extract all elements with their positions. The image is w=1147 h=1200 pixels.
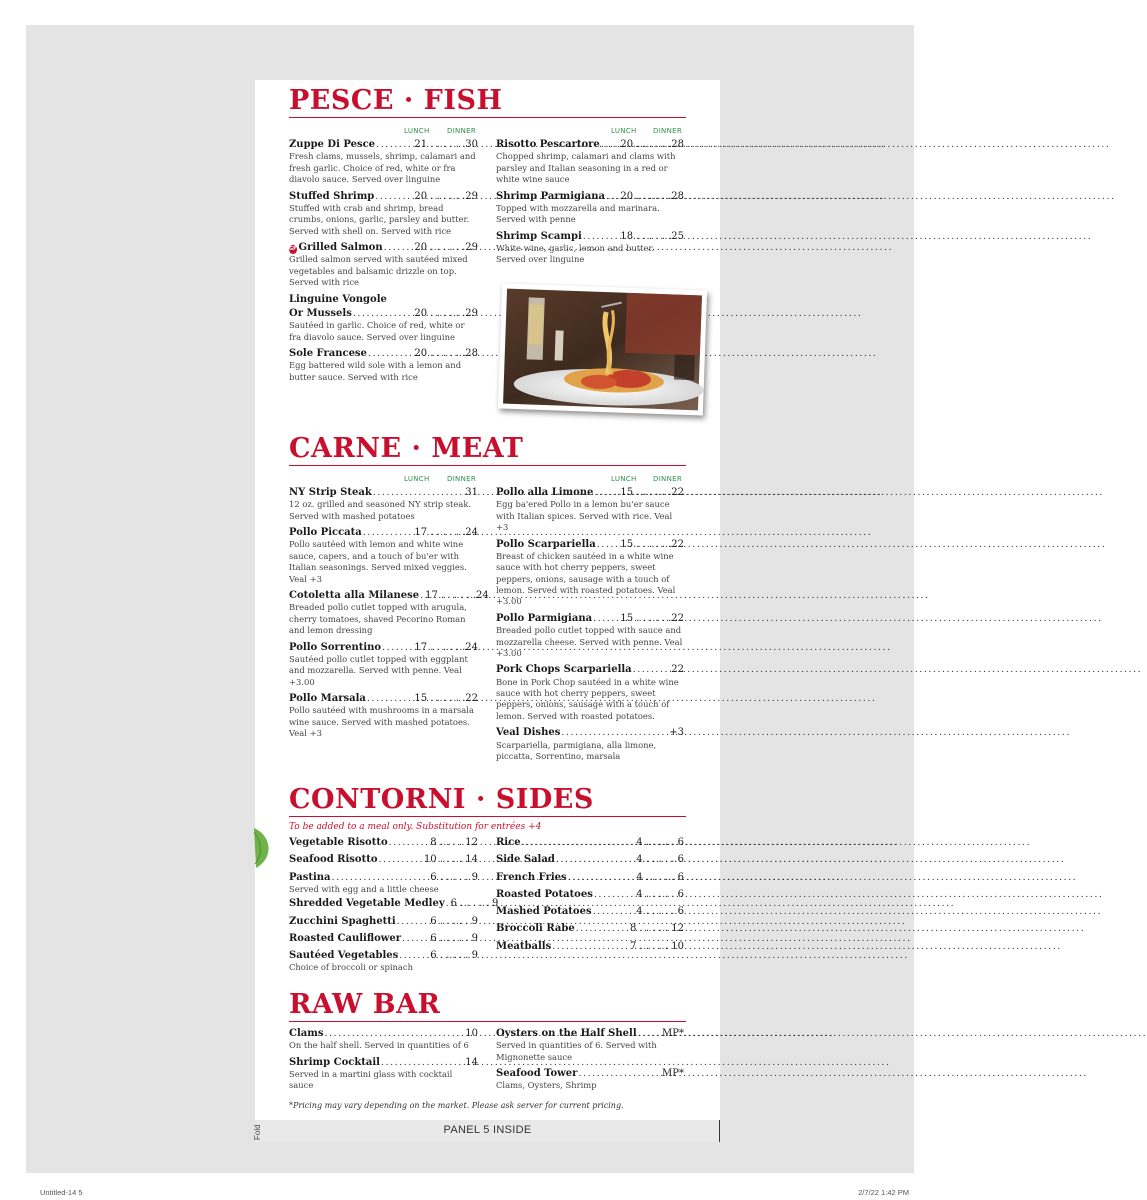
leader-dots bbox=[593, 906, 636, 918]
menu-item-price: 17 . . . . . .24 bbox=[425, 590, 489, 602]
menu-item bbox=[496, 727, 684, 762]
menu-item-name: French Fries bbox=[496, 871, 567, 883]
leader-dots bbox=[363, 527, 414, 539]
menu-item-name: Zuppe Di Pesce bbox=[289, 139, 376, 150]
menu-item-price: 8 . . . . 12 bbox=[430, 837, 478, 848]
menu-item-line bbox=[289, 872, 478, 884]
menu-item-description: Bone in Pork Chop sautéed in a white wine sauce with hot cherry peppers, sweet peppers, onions, sausage with a touch of lemon. Served with roasted potatoes. bbox=[496, 676, 679, 721]
menu-item-price: 17 . . . . . .24 bbox=[414, 641, 478, 653]
menu-item bbox=[289, 642, 478, 689]
leader-dots bbox=[446, 898, 450, 910]
menu-item-line bbox=[496, 539, 684, 551]
menu-item-price: 20 . . . . . .28 bbox=[620, 190, 684, 202]
menu-item-name: Sautéed Vegetables bbox=[289, 950, 399, 962]
menu-item-price: 18 . . . . . .25 bbox=[620, 230, 684, 242]
menu-item-line bbox=[289, 898, 499, 910]
menu-item-name: Roasted Cauliflower bbox=[289, 932, 402, 944]
menu-item-description: Sautéed pollo cutlet topped with eggplant and mozzarella. Served with penne. Veal +3.00 bbox=[289, 653, 468, 687]
sides-right-column bbox=[496, 837, 684, 958]
menu-item-price: MP* bbox=[662, 1068, 684, 1080]
sides-section-title: CONTORNI · SIDES bbox=[289, 784, 594, 815]
menu-item bbox=[496, 837, 684, 849]
leader-dots bbox=[399, 950, 429, 962]
leader-dots bbox=[353, 308, 414, 320]
menu-item-name: Veal Dishes bbox=[496, 727, 561, 739]
menu-item-description: Fresh clams, mussels, shrimp, calamari and fresh garlic. Choice of red, white or fra diavolo sauce. Served over linguine bbox=[289, 151, 476, 185]
leader-dots bbox=[373, 487, 465, 499]
menu-item-price: 15 . . . . . .22 bbox=[620, 612, 684, 624]
leader-dots bbox=[368, 348, 413, 360]
gluten-free-badge-icon: GF bbox=[289, 246, 297, 253]
menu-item-line bbox=[289, 242, 478, 254]
fish-right-lunch-label: LUNCH bbox=[611, 127, 637, 135]
rawbar-left-column bbox=[289, 1028, 478, 1097]
meat-section-header bbox=[289, 434, 686, 466]
menu-item bbox=[496, 613, 684, 660]
menu-item-name: Shrimp Scampi bbox=[496, 230, 582, 242]
menu-item-name: Cotoletta alla Milanese bbox=[289, 590, 420, 602]
menu-item-description: Clams, Oysters, Shrimp bbox=[496, 1080, 597, 1091]
rawbar-right-column bbox=[496, 1028, 684, 1097]
menu-item-name: Clams bbox=[289, 1028, 324, 1039]
leader-dots bbox=[601, 139, 620, 151]
rawbar-section-title: RAW BAR bbox=[289, 989, 441, 1020]
menu-item-price: 4 . . . . . 6 bbox=[636, 854, 684, 866]
menu-item-line bbox=[289, 527, 478, 539]
menu-item bbox=[289, 916, 478, 928]
menu-item-line bbox=[496, 906, 684, 918]
menu-item bbox=[289, 242, 478, 289]
menu-item bbox=[289, 139, 478, 186]
menu-item-line bbox=[289, 191, 478, 203]
menu-item-name: Shrimp Cocktail bbox=[289, 1056, 380, 1068]
menu-item-description: Breaded pollo cutlet topped with arugula, cherry tomatoes, shaved Pecorino Roman and lemon dressing bbox=[289, 602, 467, 636]
fish-left-lunch-label: LUNCH bbox=[404, 127, 430, 135]
leader-dots bbox=[597, 539, 620, 551]
menu-item bbox=[496, 923, 684, 935]
leader-dots bbox=[522, 837, 636, 849]
menu-item-description: Chopped shrimp, calamari and clams with parsley and Italian seasoning in a red or white wine sauce bbox=[496, 151, 676, 185]
menu-item bbox=[289, 898, 499, 910]
menu-item-price: 20 . . . . . .29 bbox=[414, 307, 478, 319]
leader-dots bbox=[583, 231, 620, 243]
menu-item bbox=[289, 950, 478, 974]
rawbar-section-rule bbox=[289, 1021, 686, 1022]
meat-right-dinner-label: DINNER bbox=[653, 475, 683, 483]
menu-item-name: Or Mussels bbox=[289, 307, 352, 319]
menu-item-line bbox=[289, 487, 478, 499]
menu-item-description: 12 oz. grilled and seasoned NY strip steak. Served with mashed potatoes bbox=[289, 499, 472, 521]
menu-item-name: Pastina bbox=[289, 871, 331, 883]
menu-item-price: 10 . . . . 14 bbox=[423, 854, 478, 866]
menu-item bbox=[289, 487, 478, 522]
menu-item-price: 20 . . . . . .28 bbox=[620, 139, 684, 150]
menu-item-line bbox=[496, 487, 684, 499]
menu-item bbox=[496, 906, 684, 918]
menu-item-description: Sautéed in garlic. Choice of red, white or fra diavolo sauce. Served over linguine bbox=[289, 320, 465, 342]
fish-left-dinner-label: DINNER bbox=[447, 127, 477, 135]
menu-item-line bbox=[496, 1028, 684, 1040]
menu-item bbox=[289, 1057, 478, 1092]
print-timestamp: 2/7/22 1:42 PM bbox=[858, 1188, 909, 1197]
panel-label: PANEL 5 INSIDE bbox=[443, 1124, 532, 1136]
menu-item-price: 17 . . . . . .24 bbox=[414, 527, 478, 539]
menu-item-line bbox=[289, 1057, 478, 1069]
menu-item-price: 31 bbox=[465, 487, 478, 498]
menu-item-name: Meatballs bbox=[496, 940, 552, 952]
leader-dots bbox=[594, 889, 635, 901]
panel-footer bbox=[255, 1120, 720, 1142]
menu-item-price: 10 bbox=[465, 1028, 478, 1039]
menu-item-price: 6 . . . . . 9 bbox=[430, 932, 478, 944]
rawbar-footnote: *Pricing may vary depending on the market. Please ask server for current pricing. bbox=[289, 1101, 624, 1110]
menu-item-price: 4 . . . . . 6 bbox=[636, 871, 684, 883]
leader-dots bbox=[376, 139, 413, 151]
menu-item-line bbox=[289, 1028, 478, 1040]
menu-item bbox=[496, 941, 684, 953]
menu-item-line bbox=[289, 642, 478, 654]
menu-item bbox=[289, 854, 478, 866]
leader-dots bbox=[375, 191, 413, 203]
leader-dots bbox=[578, 1068, 661, 1080]
meat-left-dinner-label: DINNER bbox=[447, 475, 477, 483]
menu-item-description: Topped with mozzarella and marinara. Served with penne bbox=[496, 202, 660, 225]
pasta-photo-image bbox=[503, 289, 702, 411]
menu-item-name: Pollo Scarpariella bbox=[496, 538, 596, 550]
meat-section-title: CARNE · MEAT bbox=[289, 433, 524, 464]
menu-item-price: 15 . . . . . .22 bbox=[414, 693, 478, 705]
menu-item bbox=[289, 837, 478, 849]
menu-item-price: 22 bbox=[671, 664, 684, 676]
menu-item bbox=[289, 1028, 478, 1052]
basil-leaf-decoration bbox=[254, 828, 272, 868]
menu-item-line bbox=[496, 889, 684, 901]
menu-item-name: Seafood Risotto bbox=[289, 854, 378, 866]
fold-label: Fold bbox=[253, 1124, 262, 1140]
fish-right-dinner-label: DINNER bbox=[653, 127, 683, 135]
menu-item bbox=[496, 231, 684, 266]
meat-right-lunch-label: LUNCH bbox=[611, 475, 637, 483]
menu-item bbox=[496, 139, 684, 186]
menu-item-description: Egg ba'ered Pollo in a lemon bu'er sauce with Italian spices. Served with rice. Veal +3 bbox=[496, 499, 673, 533]
leader-dots bbox=[593, 613, 619, 625]
menu-item-price: 15 . . . . . .22 bbox=[620, 538, 684, 550]
menu-item-price: 4 . . . . . 6 bbox=[636, 837, 684, 848]
menu-item-price: 6 . . . . . 9 bbox=[450, 898, 499, 910]
menu-item-name: Grilled Salmon bbox=[298, 242, 383, 254]
leader-dots bbox=[638, 1028, 661, 1040]
meat-section-rule bbox=[289, 465, 686, 466]
menu-item-name: Shredded Vegetable Medley bbox=[289, 898, 445, 910]
menu-item bbox=[496, 889, 684, 901]
menu-item-name: Shrimp Parmigiana bbox=[496, 190, 606, 202]
menu-item-name: Roasted Potatoes bbox=[496, 888, 593, 900]
leader-dots bbox=[382, 642, 413, 654]
menu-item-name: Pollo Marsala bbox=[289, 693, 366, 705]
menu-item-name: Pollo Sorrentino bbox=[289, 641, 382, 653]
menu-item-price: 4 . . . . . 6 bbox=[636, 906, 684, 918]
leader-dots bbox=[381, 1057, 464, 1069]
menu-item-description: Served with egg and a little cheese bbox=[289, 883, 439, 894]
leader-dots bbox=[606, 191, 619, 203]
menu-item-name: Sole Francese bbox=[289, 347, 367, 359]
menu-item bbox=[496, 1068, 684, 1092]
menu-item bbox=[496, 872, 684, 884]
menu-item-price: 4 . . . . . 6 bbox=[636, 888, 684, 900]
menu-item-name: Mashed Potatoes bbox=[496, 906, 592, 918]
menu-item bbox=[289, 294, 478, 306]
menu-item-line bbox=[496, 1068, 684, 1080]
menu-item-description: Served in quantities of 6. Served with Mignonette sauce bbox=[496, 1040, 657, 1062]
panel-crop-line bbox=[719, 1120, 720, 1142]
leader-dots bbox=[384, 242, 414, 254]
menu-item-name: NY Strip Steak bbox=[289, 487, 372, 498]
menu-item bbox=[289, 590, 489, 637]
leader-dots bbox=[552, 941, 629, 953]
leader-dots bbox=[556, 854, 635, 866]
leader-dots bbox=[633, 664, 671, 676]
menu-item-line bbox=[289, 950, 478, 962]
menu-item bbox=[289, 693, 478, 740]
menu-item-name: Pollo Piccata bbox=[289, 527, 362, 539]
menu-item-name: Vegetable Risotto bbox=[289, 837, 388, 848]
menu-item-line bbox=[496, 139, 684, 151]
menu-item-name: Oysters on the Half Shell bbox=[496, 1028, 637, 1039]
leader-dots bbox=[568, 872, 636, 884]
menu-item-price: 7 . . . . . 10 bbox=[629, 940, 684, 952]
fish-section-title: PESCE · FISH bbox=[289, 85, 503, 116]
menu-item-price: 21 . . . . . .30 bbox=[414, 139, 478, 150]
menu-item-name: Pork Chops Scarpariella bbox=[496, 664, 632, 676]
menu-item bbox=[496, 664, 684, 722]
leader-dots bbox=[402, 933, 429, 945]
menu-item-description: Grilled salmon served with sautéed mixed vegetables and balsamic drizzle on top. Served with rice bbox=[289, 254, 468, 288]
menu-item-name: Rice bbox=[496, 837, 521, 848]
menu-item-description: Breast of chicken sautéed in a white wine sauce with hot cherry peppers, sweet peppers, onions, sausage with a touch of lemon. Served with roasted potatoes. Veal +3.00 bbox=[496, 550, 676, 607]
menu-item-line bbox=[496, 854, 684, 866]
menu-item-line bbox=[289, 308, 478, 320]
menu-item-price: 6 . . . . . 9 bbox=[430, 915, 478, 927]
fish-section-header bbox=[289, 86, 686, 118]
menu-item-line bbox=[289, 693, 478, 705]
menu-item-price: 6 . . . . . 9 bbox=[430, 950, 478, 962]
sides-section-header bbox=[289, 785, 686, 817]
fish-right-column bbox=[496, 139, 684, 271]
menu-item-description: Pollo sautéed with mushrooms in a marsala wine sauce. Served with mashed potatoes. Veal +3 bbox=[289, 705, 474, 739]
leader-dots bbox=[576, 923, 629, 935]
menu-item-description: Egg battered wild sole with a lemon and butter sauce. Served with rice bbox=[289, 360, 462, 382]
menu-item-line bbox=[496, 664, 684, 676]
menu-item bbox=[496, 487, 684, 534]
leader-dots bbox=[332, 872, 430, 884]
menu-item-line bbox=[289, 933, 478, 945]
menu-item bbox=[289, 527, 478, 585]
menu-item-line bbox=[496, 191, 684, 203]
sides-left-column bbox=[289, 837, 499, 977]
menu-item-name: Zucchini Spaghetti bbox=[289, 915, 396, 927]
leader-dots bbox=[561, 727, 668, 739]
meat-left-lunch-label: LUNCH bbox=[404, 475, 430, 483]
menu-item-line bbox=[289, 139, 478, 151]
menu-item-price: 15 . . . . . .22 bbox=[620, 487, 684, 498]
meat-left-column bbox=[289, 487, 489, 745]
menu-item-price: 20 . . . . . .29 bbox=[414, 242, 478, 254]
menu-item-line bbox=[289, 854, 478, 866]
menu-item-name: Side Salad bbox=[496, 854, 555, 866]
sides-section-rule bbox=[289, 816, 686, 817]
menu-item-line bbox=[496, 837, 684, 849]
menu-item-description: White wine, garlic, lemon and butter. Served over linguine bbox=[496, 242, 655, 265]
menu-item-price: 6 . . . . . 9 bbox=[430, 871, 478, 883]
menu-item-line bbox=[496, 941, 684, 953]
rawbar-section-header bbox=[289, 990, 686, 1022]
menu-item-name: Pollo alla Limone bbox=[496, 487, 594, 498]
menu-item-price: 14 bbox=[465, 1056, 478, 1068]
menu-item bbox=[289, 308, 478, 343]
menu-item bbox=[496, 854, 684, 866]
menu-item-line bbox=[496, 923, 684, 935]
meat-right-column bbox=[496, 487, 684, 767]
menu-item-description: Choice of broccoli or spinach bbox=[289, 962, 414, 973]
menu-item-description: On the half shell. Served in quantities of 6 bbox=[289, 1040, 469, 1051]
menu-item-line bbox=[289, 348, 478, 360]
menu-item-description: Scarpariella, parmigiana, alla limone, piccatta, Sorrentino, marsala bbox=[496, 739, 657, 761]
menu-item bbox=[289, 933, 478, 945]
menu-item-line bbox=[289, 590, 489, 602]
menu-item-price: 20 . . . . . .29 bbox=[414, 190, 478, 202]
menu-item bbox=[496, 539, 684, 608]
menu-item-line bbox=[496, 613, 684, 625]
leader-dots bbox=[379, 854, 423, 866]
leader-dots bbox=[420, 590, 424, 602]
menu-item-name: Seafood Tower bbox=[496, 1068, 578, 1080]
leader-dots bbox=[594, 487, 619, 499]
sides-subtitle: To be added to a meal only. Substitution for entrées +4 bbox=[289, 822, 542, 832]
menu-item-description: Breaded pollo cutlet topped with sauce and mozzarella cheese. Served with penne. Veal +3.00 bbox=[496, 625, 683, 658]
menu-item-name: Broccoli Rabe bbox=[496, 923, 575, 935]
leader-dots bbox=[389, 837, 430, 849]
menu-item-price: 8 . . . . . 12 bbox=[629, 923, 684, 935]
fish-left-column bbox=[289, 139, 478, 388]
menu-item bbox=[289, 872, 478, 896]
pasta-photo bbox=[498, 283, 707, 415]
menu-item-price: +3 bbox=[669, 727, 684, 739]
menu-item-line bbox=[289, 916, 478, 928]
menu-item-name: Pollo Parmigiana bbox=[496, 612, 593, 624]
menu-item-description: Served in a martini glass with cocktail sauce bbox=[289, 1069, 453, 1091]
menu-item-line bbox=[496, 727, 684, 739]
menu-item bbox=[496, 1028, 684, 1063]
leader-dots bbox=[367, 693, 414, 705]
menu-item-description: Pollo sautéed with lemon and white wine sauce, capers, and a touch of bu'er with Italian seasonings. Served mixed veggies. Veal +3 bbox=[289, 539, 467, 584]
menu-item-price: MP* bbox=[662, 1028, 684, 1039]
file-label: Untitled-14 5 bbox=[40, 1188, 83, 1197]
menu-item bbox=[289, 191, 478, 238]
leader-dots bbox=[324, 1028, 464, 1040]
menu-item-name: Stuffed Shrimp bbox=[289, 190, 375, 202]
leader-dots bbox=[397, 916, 430, 928]
menu-item-line bbox=[496, 231, 684, 243]
menu-item-line bbox=[289, 294, 478, 306]
menu-item-line bbox=[289, 837, 478, 849]
menu-item-price: 20 . . . . . .28 bbox=[414, 347, 478, 359]
menu-item bbox=[289, 348, 478, 383]
menu-item-description: Stuffed with crab and shrimp, bread crumbs, onions, garlic, parsley and butter. Served with shell on. Served with rice bbox=[289, 202, 470, 236]
menu-item-name: Risotto Pescartore bbox=[496, 139, 600, 150]
fish-section-rule bbox=[289, 117, 686, 118]
menu-item-line bbox=[496, 872, 684, 884]
menu-item bbox=[496, 191, 684, 226]
menu-item-name: Linguine Vongole bbox=[289, 293, 387, 305]
